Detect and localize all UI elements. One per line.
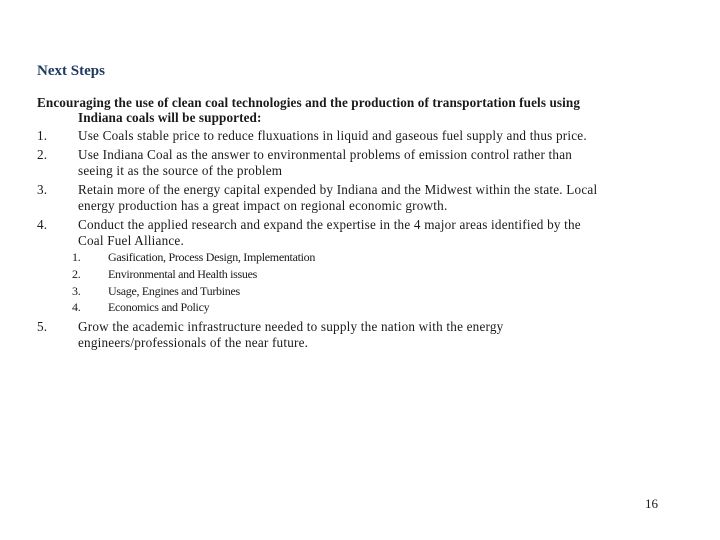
sub-item-number: 4. [72, 300, 81, 314]
sub-item-number: 3. [72, 284, 81, 298]
item-text-line: Conduct the applied research and expand the expertise in the 4 major areas identified by the [78, 217, 581, 232]
item-number: 2. [37, 147, 48, 162]
intro-statement [37, 95, 697, 125]
item-number: 4. [37, 217, 48, 232]
item-text-line: Grow the academic infrastructure needed to supply the nation with the energy [78, 319, 504, 334]
item-text-line: Retain more of the energy capital expended by Indiana and the Midwest within the state. Local [78, 182, 598, 197]
sub-item-text: Environmental and Health issues [108, 267, 257, 281]
item-text-line: seeing it as the source of the problem [78, 162, 283, 178]
intro-line-2: Indiana coals will be supported: [78, 110, 262, 125]
sub-item-text: Economics and Policy [108, 300, 210, 314]
item-number: 5. [37, 319, 48, 334]
item-text-line: Coal Fuel Alliance. [78, 232, 184, 248]
sub-item-text: Usage, Engines and Turbines [108, 284, 240, 298]
sub-item-number: 1. [72, 250, 81, 264]
page-number: 16 [645, 496, 658, 511]
item-number: 1. [37, 128, 48, 143]
sub-item-text: Gasification, Process Design, Implementation [108, 250, 316, 264]
sub-item-number: 2. [72, 267, 81, 281]
item-number: 3. [37, 182, 48, 197]
item-text-line: Use Indiana Coal as the answer to environmental problems of emission control rather than [78, 147, 573, 162]
slide-title: Next Steps [37, 63, 105, 79]
intro-line-1: Encouraging the use of clean coal technologies and the production of transportation fuels using [37, 95, 581, 110]
item-text-line: engineers/professionals of the near future. [78, 334, 309, 350]
item-text-line: Use Coals stable price to reduce fluxuations in liquid and gaseous fuel supply and thus price. [78, 128, 587, 143]
item-text-line: energy production has a great impact on regional economic growth. [78, 197, 448, 213]
